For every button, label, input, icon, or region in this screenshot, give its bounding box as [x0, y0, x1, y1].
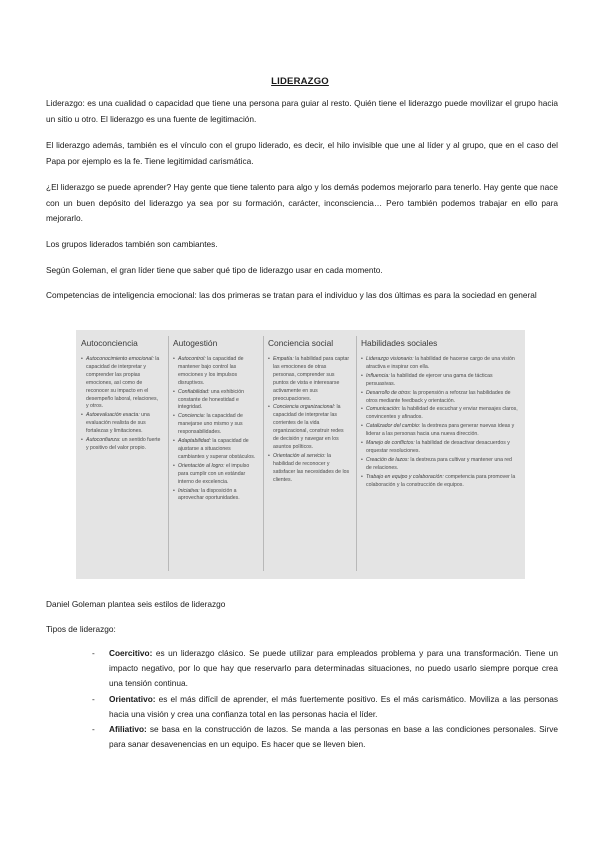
- competencia-column: [356, 330, 525, 579]
- competencia-item: • Trabajo en equipo y colaboración: competencia para promover la colaboración y la construcción de equipos.: [361, 474, 519, 490]
- tipo-item-orientativo: - Orientativo: es el más difícil de aprender, el más fuertemente positivo. Es el más carismático. Moviliza a las personas hacia una visión y crea una confianza total en las personas hacia el líder.: [92, 693, 558, 719]
- competencia-item: • Catalizador del cambio: la destreza para generar nuevas ideas y liderar a las personas hacia una nueva dirección.: [361, 423, 519, 439]
- competencia-item: • Creación de lazos: la destreza para cultivar y mantener una red de relaciones.: [361, 457, 519, 473]
- competencia-item: • Confiabilidad: una exhibición constante de honestidad e integridad.: [173, 389, 257, 413]
- competencia-item: • Adaptabilidad: la capacidad de ajustarse a situaciones cambiantes y superar obstáculos.: [173, 438, 257, 462]
- competencia-column: [76, 330, 168, 579]
- paragraph-grupos: Los grupos liderados también son cambiantes.: [46, 239, 218, 249]
- paragraph-aprender: ¿El liderazgo se puede aprender? Hay gente que tiene talento para algo y los demás podemos mejorarlo para tenerlo. Hay gente que nace con un buen depósito del liderazgo ya sea por su formación, carácter, inconsciencia… Pero también podemos trabajar en ello para mejorarlo.: [46, 182, 558, 223]
- competencia-list: [81, 356, 162, 453]
- paragraph-goleman: Según Goleman, el gran líder tiene que saber qué tipo de liderazgo usar en cada momento.: [46, 265, 383, 275]
- competencia-header: Autoconciencia: [81, 338, 138, 348]
- competencia-column: [263, 330, 356, 579]
- competencia-item: • Autoconfianza: un sentido fuerte y positivo del valor propio.: [81, 437, 162, 453]
- goleman-intro: Daniel Goleman plantea seis estilos de liderazgo: [46, 599, 226, 609]
- competencia-header: Conciencia social: [268, 338, 334, 348]
- competencia-item: • Conciencia organizacional: la capacidad de interpretar las corrientes de la vida organizacional, construir redes de decisión y navegar en los asuntos políticos.: [268, 404, 350, 451]
- competencia-item: • Autoconocimiento emocional: la capacidad de interpretar y comprender las propias emociones, así como de reconocer su impacto en el desempeño laboral, relaciones, y otros.: [81, 356, 162, 411]
- competencia-item: • Influencia: la habilidad de ejercer una gama de tácticas persuasivas.: [361, 373, 519, 389]
- competencia-item: • Desarrollo de otros: la propensión a reforzar las habilidades de otros mediante feedback y orientación.: [361, 390, 519, 406]
- competencia-list: [268, 356, 350, 485]
- competencia-list: [361, 356, 519, 490]
- paragraph-vinculo: El liderazgo además, también es el vínculo con el grupo liderado, es decir, el hilo invisible que une al líder y al grupo, que en el caso del Papa por ejemplo es la fe. Tiene legitimidad carismática.: [46, 140, 558, 166]
- competencias-table-image: [76, 330, 525, 579]
- page-title: LIDERAZGO: [271, 76, 329, 87]
- tipos-heading: Tipos de liderazgo:: [46, 624, 116, 634]
- competencia-item: • Autocontrol: la capacidad de mantener bajo control las emociones y los impulsos disruptivos.: [173, 356, 257, 388]
- competencia-list: [173, 356, 257, 503]
- tipos-list: [92, 646, 558, 752]
- competencia-item: • Liderazgo visionario: la habilidad de hacerse cargo de una visión atractiva e inspirar con ella.: [361, 356, 519, 372]
- competencia-item: • Manejo de conflictos: la habilidad de desactivar desacuerdos y orquestar resoluciones.: [361, 440, 519, 456]
- competencia-item: • Empatía: la habilidad para captar las emociones de otras personas, comprender sus puntos de vista e interesarse activamente en sus preocupaciones.: [268, 356, 350, 403]
- tipo-item-coercitivo: - Coercitivo: es un liderazgo clásico. Se puede utilizar para empleados problema y para una transformación. Tiene un impacto negativo, por lo que hay que reservarlo para determinadas situaciones, no puedo usarlo siempre porque crea una tensión continua.: [92, 648, 558, 689]
- competencia-item: • Conciencia: la capacidad de manejarse uno mismo y sus responsabilidades.: [173, 413, 257, 437]
- competencia-item: • Autoevaluación exacta: una evaluación realista de sus fortalezas y limitaciones.: [81, 412, 162, 436]
- tipo-item-afiliativo: - Afiliativo: se basa en la construcción de lazos. Se manda a las personas en base a las condiciones personales. Sirve para sanar desavenencias en un equipo. Es hacer que se lleven bien.: [92, 724, 558, 750]
- competencia-header: Autogestión: [173, 338, 218, 348]
- competencia-item: • Orientación al servicio: la habilidad de reconocer y satisfacer las necesidades de los clientes.: [268, 453, 350, 485]
- paragraph-competencias: Competencias de inteligencia emocional: las dos primeras se tratan para el individuo y las dos últimas es para la sociedad en general: [46, 290, 537, 300]
- competencia-item: • Iniciativa: la disposición a aprovechar oportunidades.: [173, 488, 257, 504]
- paragraph-definition: Liderazgo: es una cualidad o capacidad que tiene una persona para guiar al resto. Quién tiene el liderazgo puede movilizar el grupo hacia un sitio u otro. El liderazgo es una fuente de legitimación.: [46, 98, 558, 124]
- competencia-item: • Comunicación: la habilidad de escuchar y enviar mensajes claros, convincentes y afinados.: [361, 406, 519, 422]
- competencia-column: [168, 330, 263, 579]
- competencia-header: Habilidades sociales: [361, 338, 438, 348]
- competencia-item: • Orientación al logro: el impulso para cumplir con un estándar interno de excelencia.: [173, 463, 257, 487]
